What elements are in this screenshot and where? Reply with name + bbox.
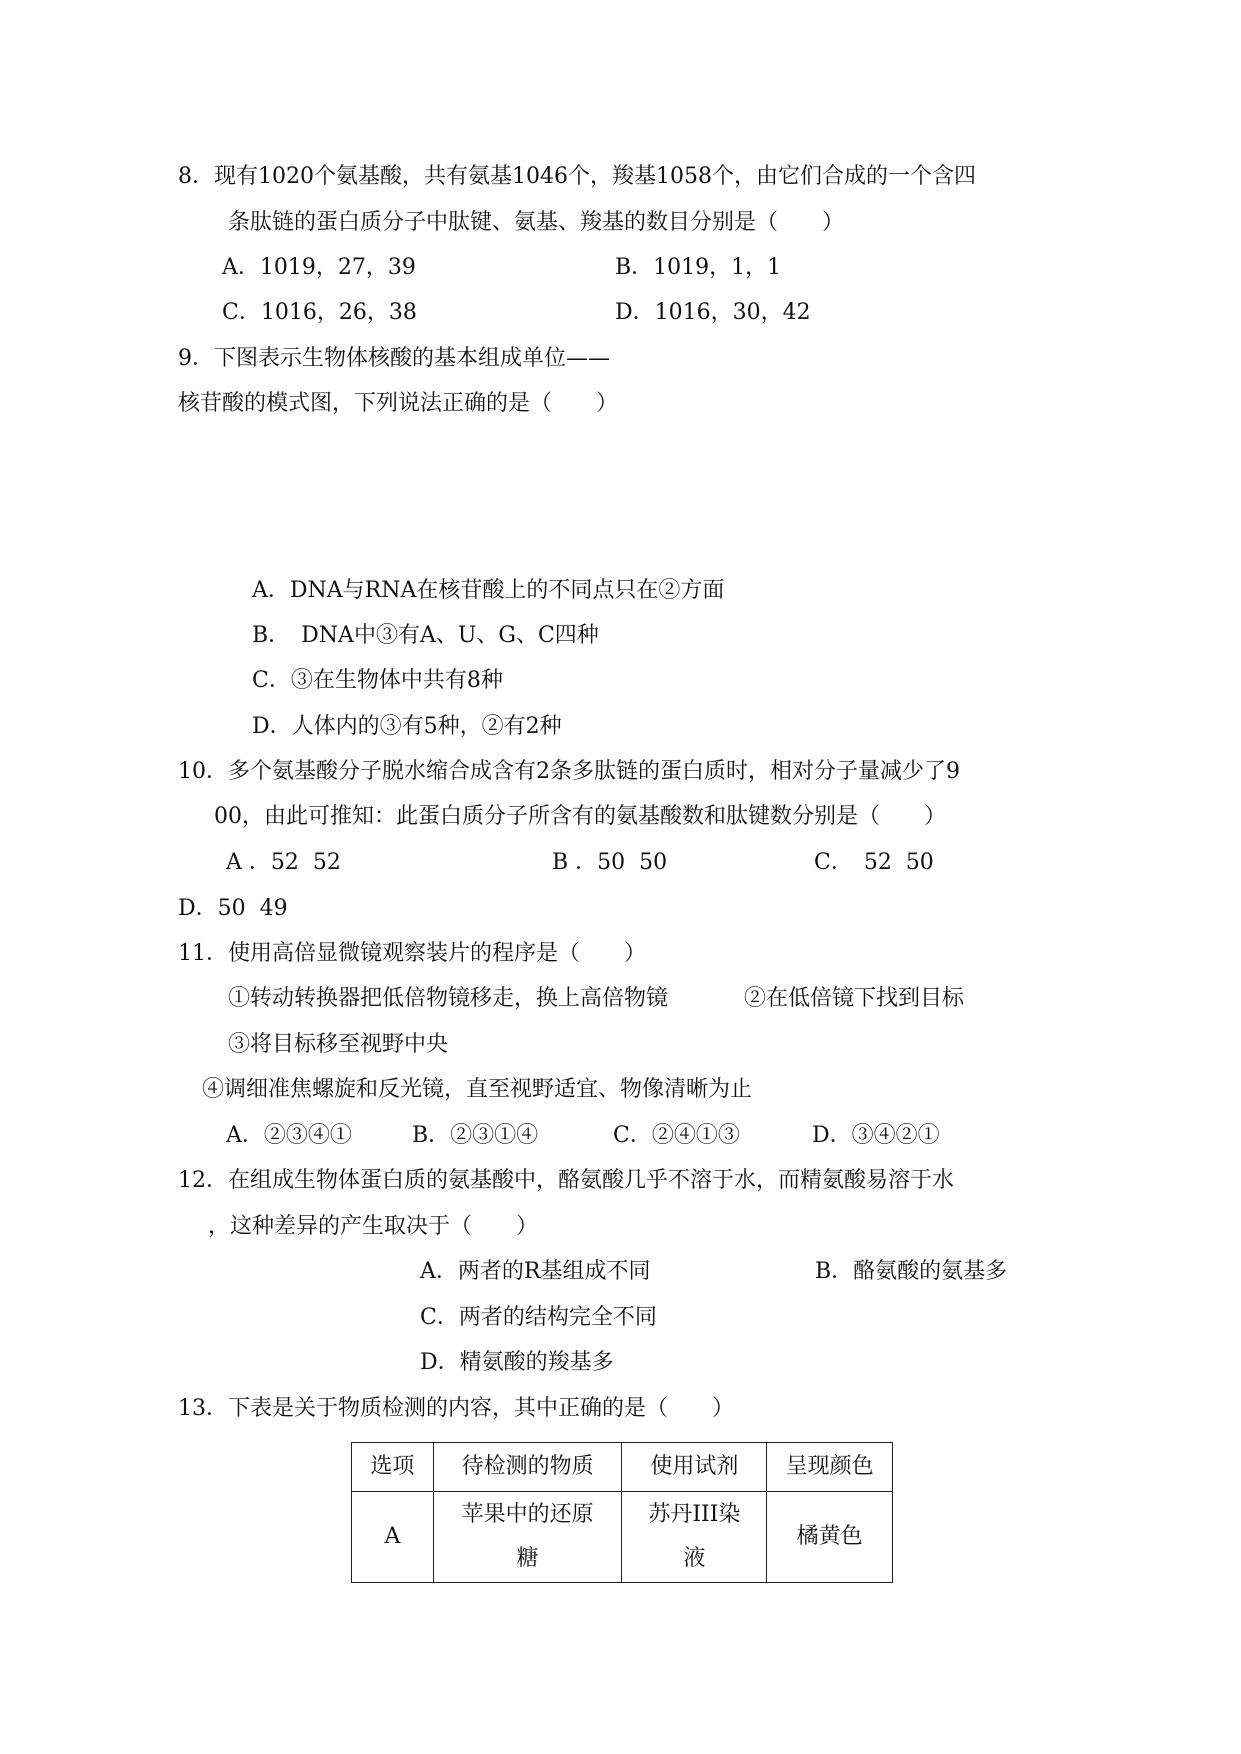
q9-option-a: A．DNA与RNA在核苷酸上的不同点只在②方面 [252, 578, 725, 603]
q10-option-d: D．50 49 [178, 896, 288, 921]
q9-stem-line2: 核苷酸的模式图，下列说法正确的是（ ） [178, 391, 619, 416]
q9-option-d: D．人体内的③有5种，②有2种 [252, 714, 562, 739]
table-header-reagent: 使用试剂 [622, 1443, 767, 1492]
q11-step-3: ③将目标移至视野中央 [228, 1032, 449, 1057]
q8-stem-line1: 8．现有1020个氨基酸，共有氨基1046个，羧基1058个，由它们合成的一个含四 [178, 164, 976, 189]
q11-option-b: B．②③①④ [412, 1123, 539, 1148]
q11-step-4: ④调细准焦螺旋和反光镜，直至视野适宜、物像清晰为止 [202, 1077, 753, 1102]
q10-option-b: B ．50 50 [552, 850, 668, 875]
q12-option-c: C．两者的结构完全不同 [420, 1305, 657, 1330]
cell-reagent-line2: 液 [683, 1546, 706, 1571]
q11-option-c: C．②④①③ [613, 1123, 740, 1148]
q8-option-b: B．1019，1，1 [615, 255, 782, 280]
q8-stem-line2: 条肽链的蛋白质分子中肽键、氨基、羧基的数目分别是（ ） [228, 210, 845, 235]
q8-option-a: A．1019，27，39 [222, 255, 416, 280]
cell-substance-line2: 糖 [516, 1546, 539, 1571]
table-header-color: 呈现颜色 [767, 1443, 893, 1492]
q9-option-b: B． DNA中③有A、U、G、C四种 [252, 623, 599, 648]
cell-substance [433, 1492, 622, 1583]
q8-option-d: D．1016，30，42 [615, 300, 811, 325]
cell-substance-line1: 苹果中的还原 [461, 1502, 594, 1527]
cell-reagent-line1: 苏丹III染 [648, 1502, 741, 1527]
cell-reagent [622, 1492, 767, 1583]
q13-stem-line1: 13．下表是关于物质检测的内容，其中正确的是（ ） [178, 1396, 734, 1421]
q12-option-b: B．酪氨酸的氨基多 [815, 1259, 1008, 1284]
detection-table [351, 1442, 893, 1583]
q10-option-a: A ．52 52 [226, 850, 341, 875]
q11-option-a: A．②③④① [226, 1123, 352, 1148]
q12-option-a: A．两者的R基组成不同 [420, 1259, 651, 1284]
q10-stem-line2: 00，由此可推知：此蛋白质分子所含有的氨基酸数和肽键数分别是（ ） [214, 804, 946, 829]
q10-stem-line1: 10．多个氨基酸分子脱水缩合成含有2条多肽链的蛋白质时，相对分子量减少了9 [178, 759, 960, 784]
q11-step-2: ②在低倍镜下找到目标 [744, 986, 965, 1011]
q9-option-c: C．③在生物体中共有8种 [252, 668, 503, 693]
q10-option-c: C． 52 50 [814, 850, 934, 875]
cell-color: 橘黄色 [767, 1492, 893, 1583]
q12-stem-line1: 12．在组成生物体蛋白质的氨基酸中，酪氨酸几乎不溶于水，而精氨酸易溶于水 [178, 1168, 954, 1193]
table-header-row [352, 1443, 893, 1492]
table-header-substance: 待检测的物质 [433, 1443, 622, 1492]
table-row [352, 1492, 893, 1583]
q12-option-d: D．精氨酸的羧基多 [420, 1350, 614, 1375]
q12-stem-line2: ，这种差异的产生取决于（ ） [208, 1214, 539, 1239]
q9-stem-line1: 9．下图表示生物体核酸的基本组成单位—— [178, 346, 610, 371]
q11-step-1: ①转动转换器把低倍物镜移走，换上高倍物镜 [228, 986, 669, 1011]
table-header-option: 选项 [352, 1443, 434, 1492]
cell-option: A [352, 1492, 434, 1583]
q8-option-c: C．1016，26，38 [222, 300, 417, 325]
q11-stem-line1: 11．使用高倍显微镜观察装片的程序是（ ） [178, 941, 646, 966]
q11-option-d: D．③④②① [812, 1123, 940, 1148]
